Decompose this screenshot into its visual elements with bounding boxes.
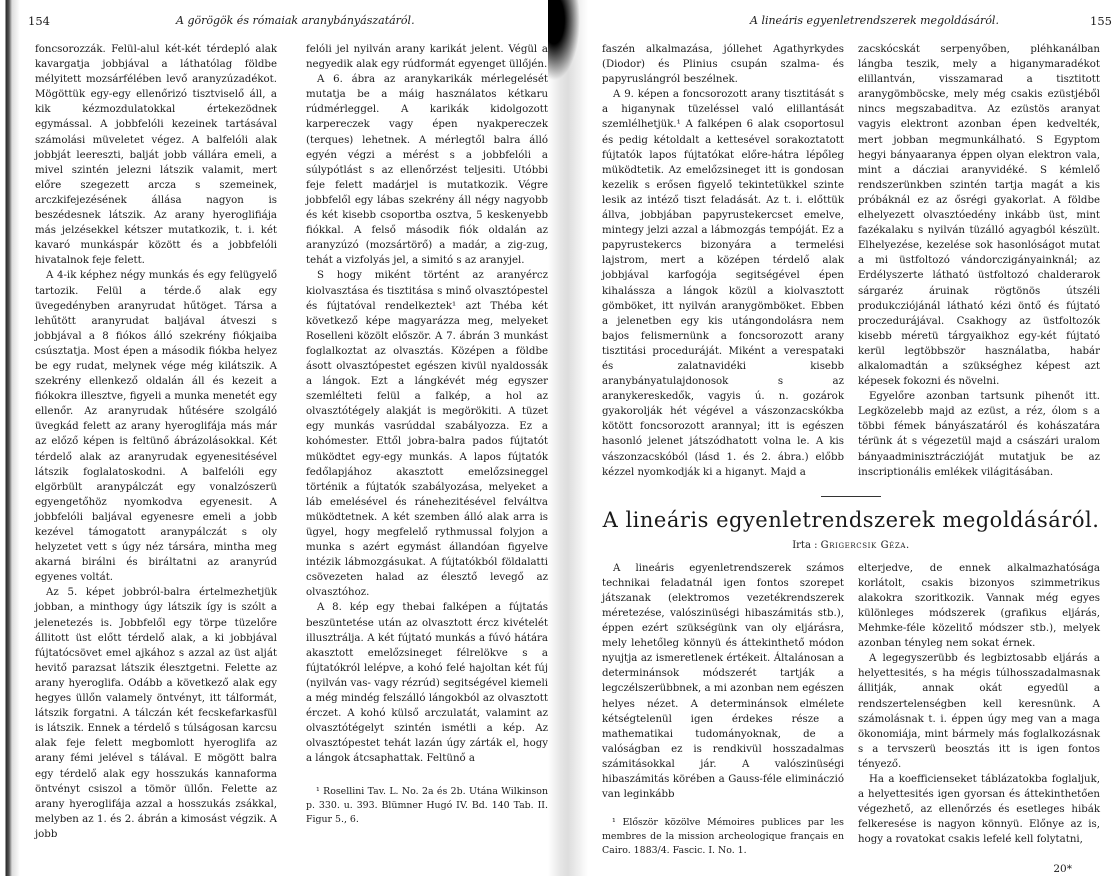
paragraph: zacskócskát serpenyőben, pléhkanálban lángba teszik, mely a higanymaradékot elillantván, visszamarad a tisztitott aranygömböcske, mely még csakis ezüstjéből nincs megszabaditva. Az ezüstös aranyat vagyis elektront azonban épen kedvelték, mert jobban megmunkálható. S Egyptom hegyi bányaaranya éppen olyan elektron vala, mint a dácziai aranyvidéké. S kémlelő rendszerünkben szintén tartja magát a kis próbáknál ez az ősrégi gyakorlat. A földbe elhelyezett olvasztóedény inkább üst, mint fazékalaku s nyilván tüzálló agyagból készült. Elhelyezése, kezelése sok hasonlóságot mutat a mi üstfoltozó vándorczigányainknál; az Erdélyszerte látható üstfoltozó chalderarok sárgaréz áruinak rögtönös útszéli produkcziójánál látható kézi öntő és fújtató proczedurájával. Csakhogy az üstfoltozók kisebb méretü tárgyaikhoz egy-két fújtató kerül legtöbbször használatba, habár alkalomadtán a szükséghez képest azt képesek fokozni és növelni.: [858, 44, 1100, 388]
footnote-area: [602, 816, 844, 858]
text-columns: [602, 42, 1100, 480]
paragraph: S hogy miként történt az aranyércz kiolvasztása és tisztitása s minő olvasztópestel és fújtatóval rendelkeztek¹ azt Théba két következő képe magyarázza meg, melyeket Roselleni közölt először. A 7. ábrán 3 munkást foglalkoztat az olvasztás. Középen a földbe ásott olvasztópestet egészen kivül nyaldossák a lángok. Ezt a lángkévét még egyszer szemlélteti felül a falkép, a hol az olvasztótégely alakját is megörökiti. A tüzet egy munkás vasrúddal szabályozza. Ez a kohómester. Ettől jobra-balra pados fújtatót müködtet egy-egy munkás. A lapos fújtatók fedőlapjához akasztott emelőzsineggel történik a fújtatók szabályozása, melyeket a láb emelésével és ránehezitésével felváltva müködtetnek. A két szemben álló alak arra is ügyel, hogy megfelelő rythmussal folyjon a munka s azért egymást állandóan figyelve intézik lábmozgásukat. A fújtatókból földalatti csövezeten halad az élesztő levegő az olvasztóhoz.: [306, 270, 548, 599]
paragraph: faszén alkalmazása, jóllehet Agathyrkydes (Diodor) és Plinius csupán szalma- és papyruslángról beszélnek.: [602, 44, 844, 86]
paragraph: A legegyszerübb és legbiztosabb eljárás a helyettesités, s ha mégis túlhosszadalmasnak állitják, annak okát egyedül a rendszertelenségben kell keresnünk. A számolásnak t. i. éppen úgy meg van a maga ökonomiája, mint bármely más foglalkozásnak s a tervszerü beosztás itt is igen fontos tényező.: [858, 653, 1100, 770]
footnote-text: ¹ Rosellini Tav. L. No. 2a és 2b. Utána Wilkinson p. 330. u. 393. Blümner Hugó IV. Bd. 140 Tab. II. Figur 5., 6.: [306, 785, 548, 825]
section-divider-row: [602, 496, 1100, 497]
paragraph: Ha a koefficienseket táblázatokba foglaljuk, a helyettesités igen gyorsan és áttekinthetően végezhető, az ellenőrzés és esetleges hibák felkeresése is nagyon könnyü. Előnye az is, hogy a rovatokat csakis lefelé kell folytatni,: [858, 774, 1100, 846]
paragraph: foncsorozzák. Felül-alul két-két térdepló alak kavargatja jobbjával a láthatólag földbe mélyitett mozsárfélében levő aranyzúzadékot. Mögöttük egy-egy ellenőrizó tisztviselő áll, a kik kézmozdulatokkal értekezödnek egymással. A jobbfelóli kezeinek tartásával számolási müveletet végez. A balfelóli alak jobbját leereszti, balját jobb vállára emeli, a mivel szintén jelezni látszik valamit, mert előre szegezett arcza s szemeinek, arczkifejezésének állása nagyon is beszédesnek látszik. Az arany hyeroglifiája más jelzésekkel kétszer mutatkozik, t. i. két kavaró munkáspár között és a jobbfelóli hivatalnok feje felett.: [35, 44, 277, 267]
article: [602, 496, 1100, 876]
running-head: [28, 14, 548, 32]
byline-label: Irta :: [792, 539, 818, 551]
running-head: [602, 14, 1112, 32]
page-number: 155: [1090, 14, 1112, 28]
footnote-area: [306, 785, 548, 827]
author-name: Grigercsik Géza.: [820, 539, 910, 551]
page-number: 154: [28, 14, 50, 28]
article-column-2: [858, 561, 1100, 848]
running-title: A lineáris egyenletrendszerek megoldásáról.: [750, 14, 999, 27]
paragraph: felóli jel nyilván arany karikát jelent. Végül a negyedik alak egy rúdformát egyenget üllőjén.: [306, 44, 548, 71]
text-column-2: [858, 42, 1100, 480]
byline: [602, 539, 1100, 553]
article-title: A lineáris egyenletrendszerek megoldásáról.: [602, 507, 1100, 532]
paragraph: Egyelőre azonban tartsunk pihenőt itt. Legközelebb majd az ezüst, a réz, ólom s a többi fémek bányászatáról és kohászatára térünk át s végezetül majd a császári uralom bányaadminisztráczióját mutatjuk be az inscriptionális emlékek világitásában.: [858, 391, 1100, 478]
article-column-1: [602, 561, 844, 859]
paragraph: Az 5. képet jobbról-balra értelmezhetjük jobban, a minthogy úgy látszik így is szólt a jelenetezés is. Jobbfelől egy törpe tüzelőre állitott üst előtt térdelő alak, a ki jobbjával fújtatócsövet emel ajkához s azzal az üst alját hevitő parazsat látszik élesztgetni. Felette az arany hyeroglifa. Odább a következő alak egy hegyes üllőn valamely öntvényt, itt tálformát, látszik forgatni. A tálczán két fecskefarkasfül is látszik. Ennek a térdelő s túlságosan karcsu alak feje felett megbomlott hyeroglifa az arany fémi jelével s tálával. E mögött balra egy térdelő alak egy hosszukás kannaforma öntvényt csiszol a tömör üllőn. Felette az arany hyeroglifája azzal a hosszukás zsákkal, melyben az 1. és 2. ábrán a kimosást végzik. A jobb: [35, 587, 277, 840]
text-column-1: [602, 42, 844, 480]
left-page: [26, 0, 548, 842]
paragraph: A 6. ábra az aranykarikák mérlegelését mutatja be a máig használatos kétkaru rúdmérleggel. A karikák kidolgozott karpereczek vagy épen nyakpereczek (terques) lehetnek. A mérlegtől balra álló egyén végzi a mérést s a jobbfelóli a súlypótlást s az ellenőrzést teljesiti. Utóbbi feje felett madárjel is mutatkozik. Végre jobbfelől egy lábas szekrény áll négy nagyobb és két kisebb csoportba osztva, 5 keskenyebb fiókkal. A felső második fiók oldalán az aranyzúzó (mozsártörő) a madár, a zig-zug, tehát a vizfolyás jel, a simitó s az aranyjel.: [306, 74, 548, 267]
signature-mark: 20*: [1053, 863, 1072, 876]
footnote: [306, 785, 548, 827]
right-page: [600, 0, 1112, 876]
paragraph: A 9. képen a foncsorozott arany tisztitását s a higanynak tüzeléssel való elillantását szemlélhetjük.¹ A falképen 6 alak csoportosul és pedig kétoldalt a kettesével sorakoztatott fújtatók lapos fújtatókat előre-hátra lépőleg müködtetik. Az emelőzsineget itt is gondosan kezelik s erősen figyelő tekintetükkel szinte lesik az intéző tiszt feladását. Az t. i. előttük állva, jobbjában papyrustekercset emelve, mintegy jelzi azzal a lábmozgás tempóját. Ez a papyrustekercs bizonyára a termelési lajstrom, mert a középen térdelő alak jobbjával karfogója segitségével épen kihalássza a lángok közül a kiolvasztott gömböket, itt nyilván aranygömböket. Ebben a jelenetben egy kis utángondolásra nem bajos felismernünk a foncsorozott arany tisztitási proceduráját. Miként a verespataki és zalatnavidéki kisebb aranybányatulajdonosok s az aranykereskedők, vagyis ú. n. gozárok gyakorolják hét végével a vászonzacskókba kötött foncsorozott arannyal; itt is egészen hasonló jelenet játszódhatott volna le. A kis vászonzacskóból (lásd 1. és 2. ábra.) előbb kézzel nyomkodják ki a higanyt. Majd a: [602, 89, 844, 478]
paragraph: A lineáris egyenletrendszerek számos technikai feladatnál igen fontos szorepet játszanak (elektromos vezetékrendszerek méretezése, valószinüségi hibaszámitás stb.), éppen ezért szükségünk van oly eljárásra, mely lehetőleg könnyü és áttekinthető módon nyujtja az ismeretlenek értékeit. Általánosan a determinánsok módszerét tartják a legczélszerübbnek, a mi azonban nem egészen helyes nézet. A determinánsok elmélete kétségtelenül igen érdekes része a mathematikai tudományoknak, de a valóságban ez is rendkivül hosszadalmas számitásokkal jár. A valószinüségi hibaszámitás körében a Gauss-féle elimináczió van leginkább: [602, 562, 844, 801]
paragraph: elterjedve, de ennek alkalmazhatósága korlátolt, csakis bizonyos szimmetrikus alakokra szoritkozik. Vannak még egyes különleges módszerek (grafikus eljárás, Mehmke-féle közelitő módszer stb.), melyek azonban tényleg nem sokat érnek.: [858, 562, 1100, 650]
footnote-text: ¹ Először közölve Mémoires publices par les membres de la mission archeologique français en Cairo. 1883/4. Fascic. I. No. 1.: [602, 817, 844, 857]
text-column-1: [35, 42, 277, 842]
signature-row: [602, 862, 1100, 876]
footnote: [602, 816, 844, 858]
paragraph: A 4-ik képhez négy munkás és egy felügyelő tartozik. Felül a térde.ő alak egy üvegedényben aranyrudat hűtöget. Társa a lehűtött aranyrudat baljával átveszi s jobbjával a 8 fiókos álló szekrény fiókjaiba csúsztatja. Most épen a második fiókba helyez be egy rudat, melynek vége még kilátszik. A szekrény ellenkező oldalán áll és kezeit a fiókokra illesztve, figyeli a munka menetét egy ellenőr. Az aranyrudak hűtésére szolgáló üvegkád felett az arany hyeroglifája más már az előző képen is feltünő ábrázolásokkal. Két térdelő alak az aranyrudak egyenesitésével látszik foglalatoskodni. A balfelóli egy elgörbült aranypálczát egy vonalzószerü egyengetőhöz nyomkodva egyenesit. A jobbfelóli baljával egyenesre emeli a jobb kezével támogatott aranypálczát s oly helyzetet vett s úgy néz társára, mintha meg akarná birálni és biráltatni az aranyrúd egyenes voltát.: [35, 270, 277, 584]
running-title: A görögök és rómaiak aranybányászatáról.: [176, 14, 415, 27]
text-column-2: [306, 42, 548, 827]
text-columns: [35, 42, 548, 842]
section-divider: [821, 496, 881, 497]
paragraph: A 8. kép egy thebai falképen a fújtatás beszüntetése után az olvasztott ércz kivételét illusztrálja. A két fújtató munkás a fúvó hátára akasztott emelőzsineget félrelökve s a fújtatókról lelépve, a kohó felé hajoltan két fúj (nyilván vas- vagy rézrúd) segitségével kiemeli a még mindég felszálló lángokból az olvasztott érczet. A kohó külső arczulatát, valamint az olvasztótégelyt szintén ismétli a kép. Az olvasztópestet tehát lazán úgy zárták el, hogy a lángok átcsaphattak. Feltünő a: [306, 602, 548, 765]
article-columns: [602, 561, 1100, 859]
